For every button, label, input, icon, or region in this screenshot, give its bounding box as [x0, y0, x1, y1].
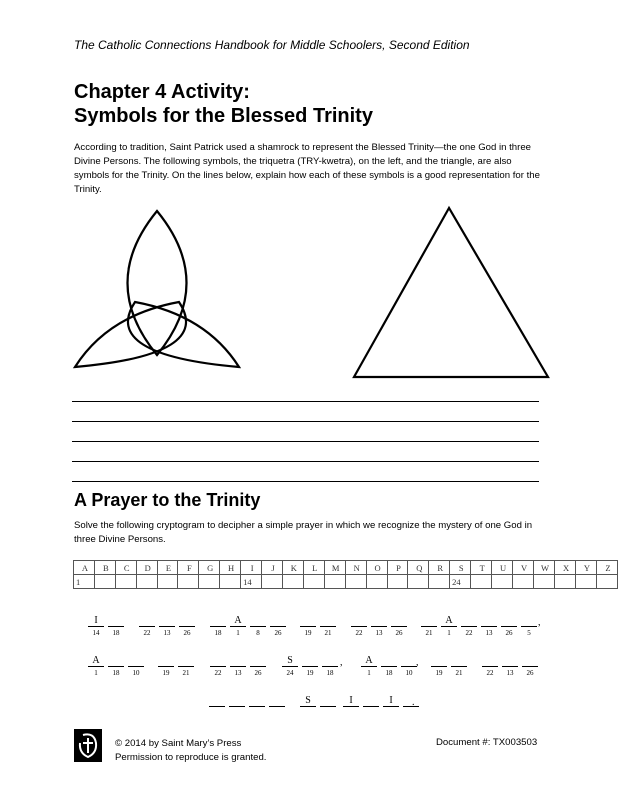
cryptogram-number: 26 — [526, 669, 534, 677]
cryptogram-number: 18 — [214, 629, 222, 637]
cryptogram-slot[interactable] — [403, 695, 419, 708]
cryptogram-number: 21 — [182, 669, 190, 677]
cryptogram-slot[interactable] — [250, 655, 266, 678]
cryptogram-letter[interactable] — [139, 615, 155, 627]
cryptogram-number: 1 — [94, 669, 98, 677]
cryptogram-letter[interactable] — [381, 655, 397, 667]
cryptogram-letter[interactable]: A — [88, 655, 104, 667]
answer-line[interactable] — [72, 421, 539, 422]
cipher-letter-cell: V — [513, 561, 534, 575]
cipher-letter-cell: U — [492, 561, 513, 575]
cipher-number-cell[interactable] — [262, 575, 283, 589]
cryptogram-letter[interactable] — [128, 655, 144, 667]
cryptogram-number: 18 — [112, 669, 120, 677]
cryptogram-number: 13 — [234, 669, 242, 677]
cryptogram-letter[interactable] — [431, 655, 447, 667]
cipher-number-cell[interactable] — [345, 575, 366, 589]
cryptogram-slot[interactable] — [128, 655, 144, 678]
cryptogram-number: 26 — [274, 629, 282, 637]
cipher-number-cell[interactable] — [115, 575, 136, 589]
cryptogram-number: 10 — [132, 669, 140, 677]
cryptogram-slot[interactable] — [322, 655, 338, 678]
cryptogram-slot[interactable] — [282, 655, 298, 678]
cryptogram-letter[interactable] — [481, 615, 497, 627]
cryptogram-letter[interactable] — [270, 615, 286, 627]
answer-line[interactable] — [72, 461, 539, 462]
cryptogram-number: 1 — [447, 629, 451, 637]
cipher-letter-cell: G — [199, 561, 220, 575]
cryptogram-letter[interactable] — [451, 655, 467, 667]
cryptogram-letter[interactable] — [421, 615, 437, 627]
cryptogram-number: 22 — [355, 629, 363, 637]
cryptogram-slot[interactable] — [363, 695, 379, 708]
cipher-letter-cell: M — [324, 561, 345, 575]
cipher-number-cell[interactable] — [157, 575, 178, 589]
cipher-number-cell[interactable] — [366, 575, 387, 589]
cryptogram-letter[interactable]: S — [300, 695, 316, 707]
cryptogram-slot[interactable] — [300, 695, 316, 708]
cryptogram-letter[interactable] — [210, 655, 226, 667]
cryptogram-slot[interactable] — [179, 615, 195, 638]
cryptogram-letter[interactable] — [209, 695, 225, 707]
cryptogram-letter[interactable] — [403, 695, 419, 707]
cipher-number-cell[interactable] — [220, 575, 241, 589]
cryptogram-punctuation: , — [340, 657, 343, 668]
cipher-letter-cell: Z — [596, 561, 617, 575]
cipher-letter-cell: E — [157, 561, 178, 575]
triquetra-icon — [68, 205, 248, 375]
cryptogram-number: 26 — [395, 629, 403, 637]
cryptogram-slot[interactable] — [210, 615, 226, 638]
cryptogram-slot[interactable] — [300, 615, 316, 638]
cryptogram-number: 19 — [435, 669, 443, 677]
cipher-letter-cell: O — [366, 561, 387, 575]
permission-text: Permission to reproduce is granted. — [115, 752, 267, 763]
cryptogram-number: 18 — [326, 669, 334, 677]
cryptogram-slot[interactable] — [269, 695, 285, 708]
cipher-number-cell[interactable] — [408, 575, 429, 589]
cryptogram-letter[interactable] — [391, 615, 407, 627]
cryptogram-letter[interactable]: A — [361, 655, 377, 667]
cryptogram-slot[interactable] — [250, 615, 266, 638]
cipher-number-cell[interactable] — [178, 575, 199, 589]
cipher-number-cell[interactable] — [324, 575, 345, 589]
cipher-letter-cell: K — [282, 561, 303, 575]
cryptogram-number: 18 — [112, 629, 120, 637]
cryptogram-letter[interactable] — [482, 655, 498, 667]
copyright-text: © 2014 by Saint Mary’s Press — [115, 738, 242, 749]
cryptogram-slot[interactable] — [270, 615, 286, 638]
cryptogram-number: 1 — [367, 669, 371, 677]
cipher-letter-cell: P — [387, 561, 408, 575]
cipher-letter-cell: A — [74, 561, 95, 575]
cryptogram-letter[interactable] — [302, 655, 318, 667]
cryptogram-letter[interactable] — [322, 655, 338, 667]
cryptogram-number: 13 — [375, 629, 383, 637]
cryptogram-slot[interactable] — [522, 655, 538, 678]
cryptogram-letter[interactable] — [501, 615, 517, 627]
cipher-letter-cell: N — [345, 561, 366, 575]
cipher-letter-cell: S — [450, 561, 471, 575]
cipher-letter-cell: Q — [408, 561, 429, 575]
cryptogram-slot[interactable] — [383, 695, 399, 708]
cryptogram-number: 1 — [236, 629, 240, 637]
cryptogram-number: 26 — [254, 669, 262, 677]
cipher-letter-cell: C — [115, 561, 136, 575]
cryptogram-letter[interactable] — [522, 655, 538, 667]
cryptogram-letter[interactable] — [300, 615, 316, 627]
cryptogram-slot[interactable] — [88, 655, 104, 678]
cryptogram-letter[interactable] — [363, 695, 379, 707]
cryptogram-number: 14 — [92, 629, 100, 637]
cryptogram-slot[interactable] — [343, 695, 359, 708]
cryptogram-punctuation: , — [416, 657, 419, 668]
cryptogram-slot[interactable] — [421, 615, 437, 638]
cryptogram-punctuation: , — [538, 617, 541, 628]
triangle-icon — [350, 205, 552, 381]
answer-line[interactable] — [72, 401, 539, 402]
cryptogram-number: 10 — [405, 669, 413, 677]
cipher-numbers-row — [74, 575, 618, 589]
cryptogram-slot[interactable] — [502, 655, 518, 678]
cryptogram-slot[interactable] — [401, 655, 417, 678]
cryptogram-slot[interactable] — [108, 655, 124, 678]
cryptogram-letter[interactable] — [108, 615, 124, 627]
cipher-number-cell[interactable] — [513, 575, 534, 589]
cryptogram-letter[interactable]: I — [383, 695, 399, 707]
cipher-number-cell[interactable] — [575, 575, 596, 589]
cipher-number-cell[interactable] — [429, 575, 450, 589]
chapter-title-line1: Chapter 4 Activity: — [74, 81, 250, 103]
cryptogram-slot[interactable] — [209, 695, 225, 708]
cipher-letter-cell: F — [178, 561, 199, 575]
cryptogram-slot[interactable] — [320, 615, 336, 638]
cryptogram-slot[interactable] — [361, 655, 377, 678]
cryptogram-number: 21 — [324, 629, 332, 637]
cryptogram-number: 21 — [425, 629, 433, 637]
cryptogram-number: 13 — [163, 629, 171, 637]
cryptogram-slot[interactable] — [159, 615, 175, 638]
cryptogram-number: 13 — [485, 629, 493, 637]
cryptogram-slot[interactable] — [481, 615, 497, 638]
cipher-letter-cell: T — [471, 561, 492, 575]
cipher-letter-cell: W — [533, 561, 554, 575]
chapter-title-line2: Symbols for the Blessed Trinity — [74, 105, 373, 127]
cryptogram-letter[interactable] — [250, 655, 266, 667]
cryptogram-number: 5 — [527, 629, 531, 637]
cryptogram-slot[interactable] — [178, 655, 194, 678]
cipher-number-cell[interactable] — [94, 575, 115, 589]
cipher-number-cell[interactable]: 14 — [241, 575, 262, 589]
cryptogram-number: 26 — [183, 629, 191, 637]
cipher-number-cell[interactable]: 24 — [450, 575, 471, 589]
cryptogram-slot[interactable] — [371, 615, 387, 638]
cryptogram-slot[interactable] — [381, 655, 397, 678]
cipher-number-cell[interactable] — [492, 575, 513, 589]
cipher-number-cell[interactable] — [387, 575, 408, 589]
cryptogram-letter[interactable] — [269, 695, 285, 707]
cryptogram-letter[interactable] — [250, 615, 266, 627]
cipher-letter-cell: B — [94, 561, 115, 575]
cipher-number-cell[interactable]: 1 — [74, 575, 95, 589]
answer-line[interactable] — [72, 481, 539, 482]
cipher-number-cell[interactable] — [555, 575, 576, 589]
cryptogram-number: 19 — [162, 669, 170, 677]
cryptogram-letter[interactable] — [249, 695, 265, 707]
cryptogram-letter[interactable] — [210, 615, 226, 627]
cryptogram-letter[interactable]: I — [343, 695, 359, 707]
cryptogram-letter[interactable] — [230, 655, 246, 667]
cryptogram-slot[interactable] — [249, 695, 265, 708]
cryptogram-slot[interactable] — [501, 615, 517, 638]
copyright-block — [115, 737, 266, 765]
cryptogram-punctuation: . — [412, 697, 415, 708]
cipher-number-cell[interactable] — [303, 575, 324, 589]
cryptogram-letter[interactable] — [351, 615, 367, 627]
cipher-letter-cell: R — [429, 561, 450, 575]
cryptogram-slot[interactable] — [210, 655, 226, 678]
cipher-number-cell[interactable] — [199, 575, 220, 589]
saint-marys-press-logo — [74, 729, 102, 762]
cryptogram-number: 22 — [143, 629, 151, 637]
cryptogram-number: 22 — [214, 669, 222, 677]
cryptogram-letter[interactable] — [320, 695, 336, 707]
cryptogram-slot[interactable] — [431, 655, 447, 678]
cryptogram-number: 21 — [455, 669, 463, 677]
cryptogram-slot[interactable] — [229, 695, 245, 708]
cipher-letter-cell: H — [220, 561, 241, 575]
chapter-title — [74, 80, 373, 128]
cipher-number-cell[interactable] — [596, 575, 617, 589]
cryptogram-slot[interactable] — [521, 615, 537, 638]
cipher-key-table — [73, 560, 618, 589]
book-title: The Catholic Connections Handbook for Middle Schoolers, Second Edition — [74, 38, 470, 52]
cryptogram-slot[interactable] — [88, 615, 104, 638]
cryptogram-letter[interactable] — [229, 695, 245, 707]
cryptogram-slot[interactable] — [320, 695, 336, 708]
cryptogram-number: 26 — [505, 629, 513, 637]
cryptogram-letter[interactable] — [158, 655, 174, 667]
cipher-number-cell[interactable] — [282, 575, 303, 589]
cipher-letter-cell: J — [262, 561, 283, 575]
intro-paragraph: According to tradition, Saint Patrick used a shamrock to represent the Blessed Trinity—the one God in three Divine Persons. The following symbols, the triquetra (TRY-kwetra), on the left, and the triangle, are also symbols for the Trinity. On the lines below, explain how each of these symbols is a good representation for the Trinity. — [74, 142, 540, 195]
cryptogram-number: 13 — [506, 669, 514, 677]
cryptogram-letter[interactable]: I — [88, 615, 104, 627]
cryptogram-number: 22 — [486, 669, 494, 677]
cipher-number-cell[interactable] — [533, 575, 554, 589]
answer-line[interactable] — [72, 441, 539, 442]
cryptogram-letter[interactable]: S — [282, 655, 298, 667]
cryptogram-letter[interactable] — [502, 655, 518, 667]
cryptogram-number: 8 — [256, 629, 260, 637]
cryptogram-slot[interactable] — [351, 615, 367, 638]
cryptogram-slot[interactable] — [482, 655, 498, 678]
cryptogram-slot[interactable] — [108, 615, 124, 638]
document-number: Document #: TX003503 — [436, 737, 538, 748]
cipher-letter-cell: D — [136, 561, 157, 575]
cryptogram-letter[interactable] — [320, 615, 336, 627]
cryptogram-slot[interactable] — [461, 615, 477, 638]
cryptogram-slot[interactable] — [391, 615, 407, 638]
cryptogram-number: 19 — [304, 629, 312, 637]
cipher-number-cell[interactable] — [471, 575, 492, 589]
cryptogram-letter[interactable] — [178, 655, 194, 667]
cryptogram-slot[interactable] — [302, 655, 318, 678]
cryptogram-slot[interactable] — [230, 655, 246, 678]
cryptogram-letter[interactable] — [461, 615, 477, 627]
cipher-letter-cell: X — [555, 561, 576, 575]
cryptogram-letter[interactable] — [179, 615, 195, 627]
cryptogram-slot[interactable] — [441, 615, 457, 638]
cryptogram-number: 24 — [286, 669, 294, 677]
cipher-letter-cell: L — [303, 561, 324, 575]
cryptogram-letter[interactable] — [159, 615, 175, 627]
cryptogram-letter[interactable] — [371, 615, 387, 627]
cryptogram-number: 22 — [465, 629, 473, 637]
cipher-letter-cell: Y — [575, 561, 596, 575]
cryptogram-letter[interactable] — [108, 655, 124, 667]
cipher-number-cell[interactable] — [136, 575, 157, 589]
cryptogram-slot[interactable] — [158, 655, 174, 678]
cryptogram-slot[interactable] — [230, 615, 246, 638]
cryptogram-letter[interactable]: A — [230, 615, 246, 627]
cryptogram-number: 19 — [306, 669, 314, 677]
cryptogram-number: 18 — [385, 669, 393, 677]
cryptogram-slot[interactable] — [451, 655, 467, 678]
prayer-intro: Solve the following cryptogram to decipher a simple prayer in which we recognize the mystery of one God in three Divine Persons. — [74, 520, 533, 545]
cryptogram-slot[interactable] — [139, 615, 155, 638]
prayer-title: A Prayer to the Trinity — [74, 490, 261, 510]
cipher-letters-row — [74, 561, 618, 575]
cipher-letter-cell: I — [241, 561, 262, 575]
cryptogram-letter[interactable] — [521, 615, 537, 627]
cryptogram-letter[interactable] — [401, 655, 417, 667]
cryptogram-letter[interactable]: A — [441, 615, 457, 627]
